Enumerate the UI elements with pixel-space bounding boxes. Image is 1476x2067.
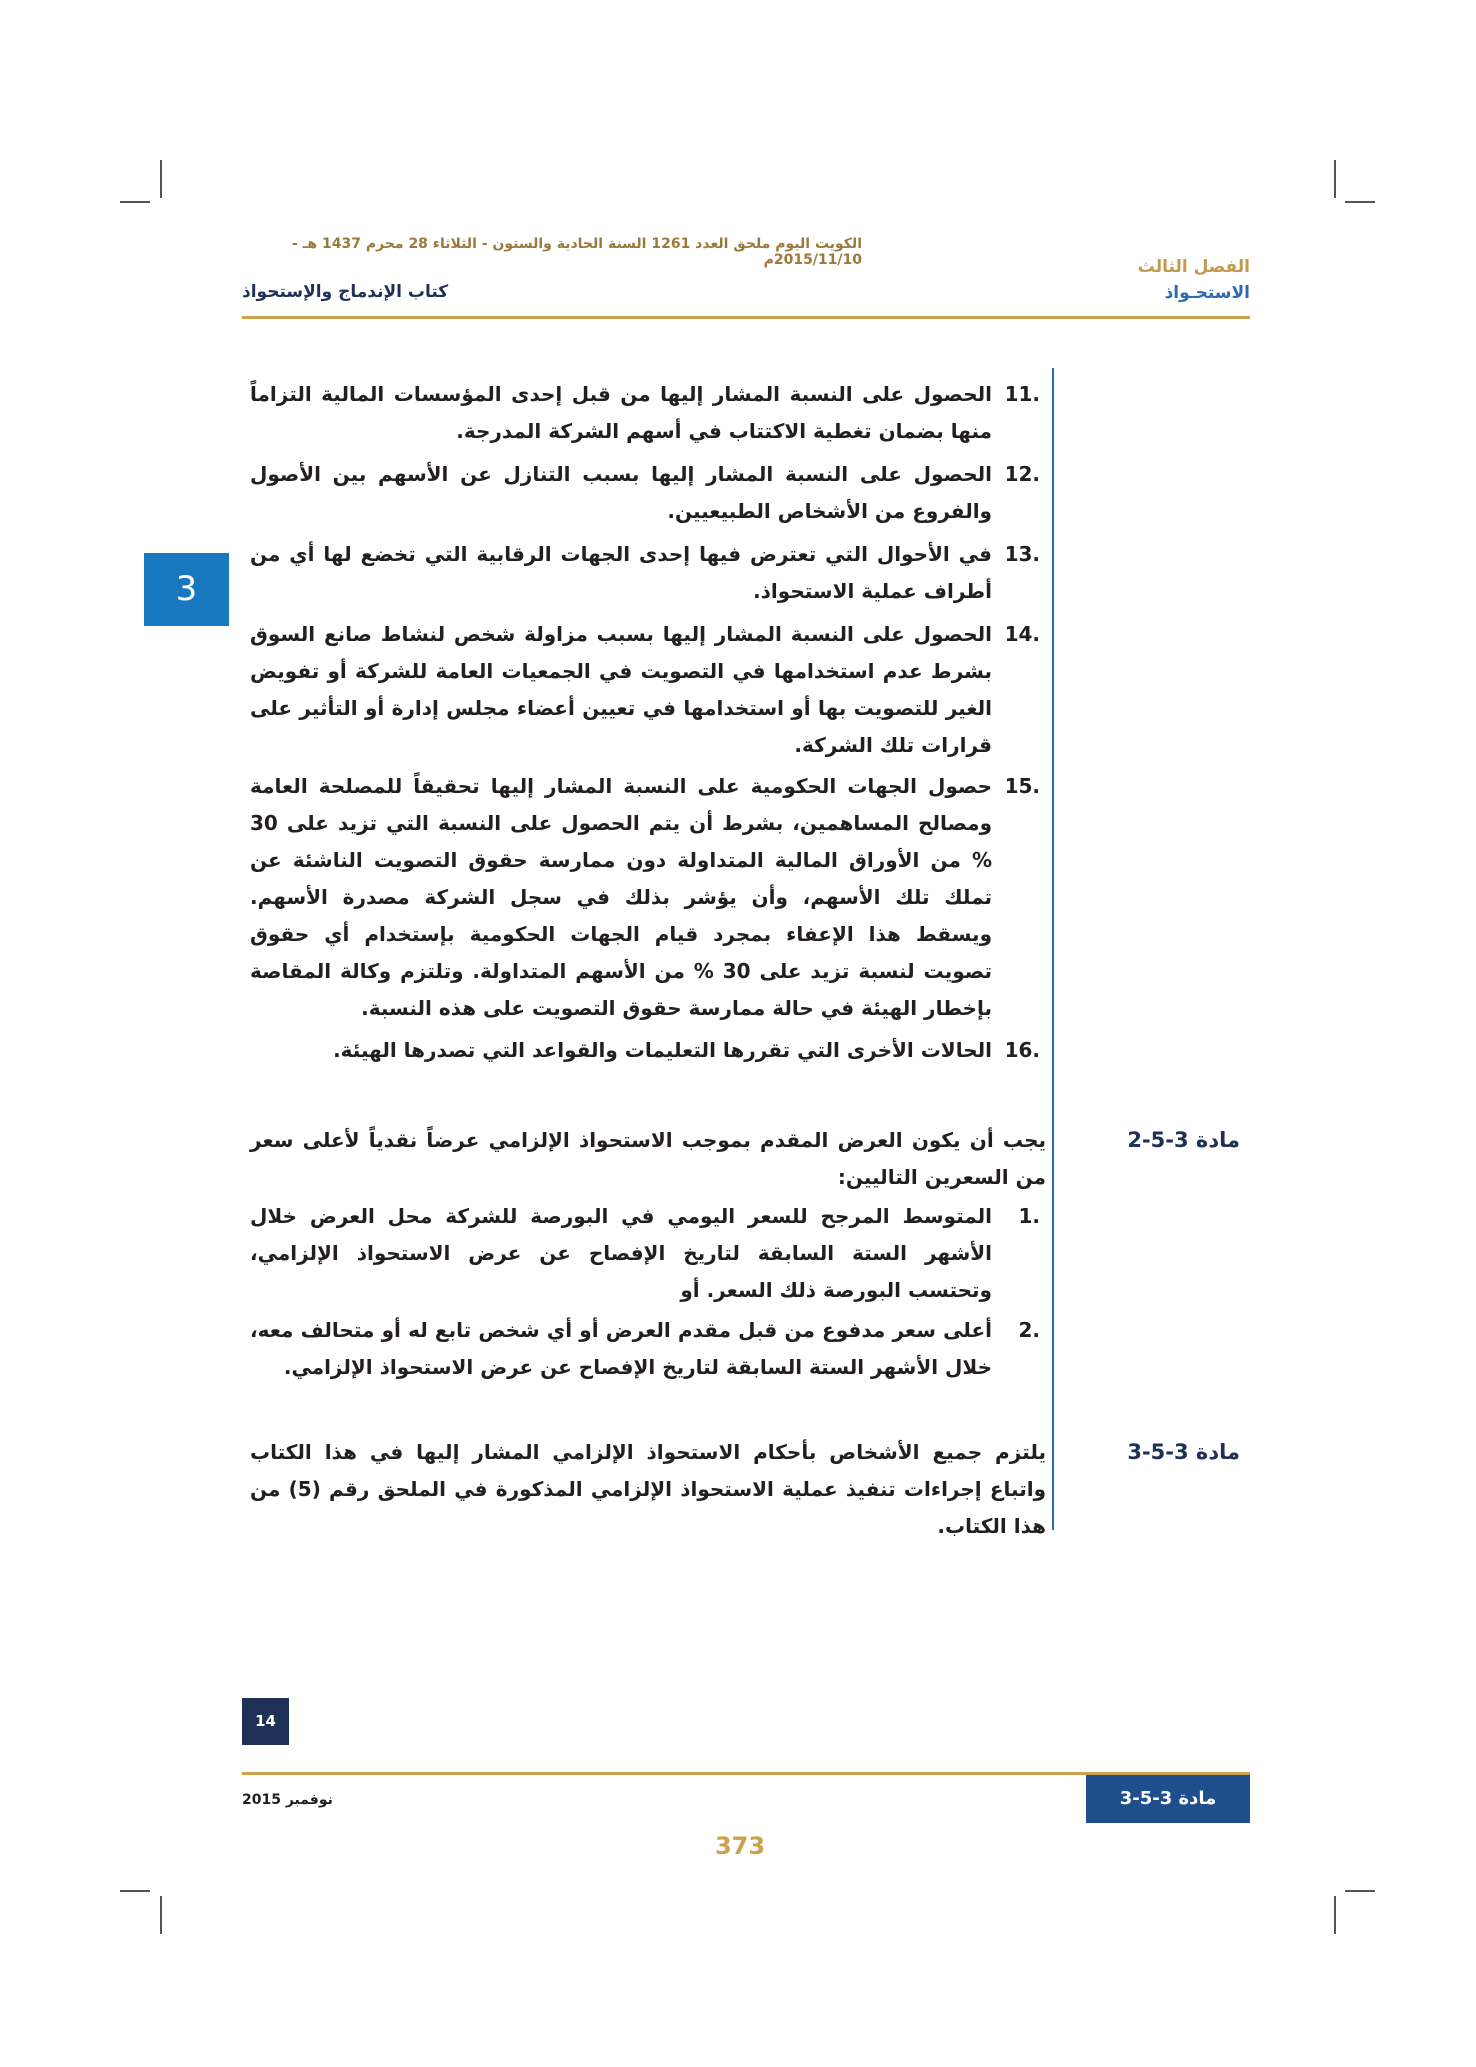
crop-mark [1334,160,1336,198]
list-item [250,1198,1040,1309]
content-divider [1052,368,1054,1530]
list-item-text: حصول الجهات الحكومية على النسبة المشار إليها تحقيقاً للمصلحة العامة ومصالح المساهمين، بشرط أن يتم الحصول على النسبة التي تزيد على 30 % من الأوراق المالية المتداولة دون ممارسة حقوق التصويت الناشئة عن تملك تلك الأسهم، وأن يؤشر بذلك في سجل الشركة مصدرة الأسهم. ويسقط هذا الإعفاء بمجرد قيام الجهات الحكومية بإستخدام أي حقوق تصويت لنسبة تزيد على 30 % من الأسهم المتداولة. وتلتزم وكالة المقاصة بإخطار الهيئة في حالة ممارسة حقوق التصويت على هذه النسبة. [250,774,992,1020]
list-item [250,536,1040,610]
list-item [250,1312,1040,1386]
chapter-heading [1090,254,1250,306]
chapter-subtitle: الاستحـواذ [1164,283,1250,303]
crop-mark [120,201,150,203]
list-item-text: الحصول على النسبة المشار إليها من قبل إحدى المؤسسات المالية التزاماً منها بضمان تغطية الاكتتاب في أسهم الشركة المدرجة. [250,382,992,443]
list-item-number: 14. [1004,622,1040,646]
list-item-number: 1. [1018,1204,1040,1228]
crop-mark [120,1890,150,1892]
crop-mark [160,160,162,198]
crop-mark [1345,201,1375,203]
footer-article-tab: مادة 3-5-3 [1086,1775,1250,1823]
list-item-number: 11. [1004,382,1040,406]
list-item-number: 16. [1004,1038,1040,1062]
chapter-title: الفصل الثالث [1137,257,1250,277]
list-item-text: أعلى سعر مدفوع من قبل مقدم العرض أو أي شخص تابع له أو متحالف معه، خلال الأشهر الستة السابقة لتاريخ الإفصاح عن عرض الاستحواذ الإلزامي. [250,1318,992,1379]
list-item [250,456,1040,530]
crop-mark [160,1896,162,1934]
footer-date: نوفمبر 2015 [242,1792,333,1808]
list-item-text: الحصول على النسبة المشار إليها بسبب مزاولة شخص لنشاط صانع السوق بشرط عدم استخدامها في التصويت في الجمعيات العامة للشركة أو تفويض الغير للتصويت بها أو استخدامها في تعيين أعضاء مجلس إدارة أو التأثير على قرارات تلك الشركة. [250,622,992,757]
list-item [250,768,1040,1027]
chapter-tab: 3 [144,553,229,626]
header-rule [242,316,1250,319]
gazette-page-number: 373 [714,1832,766,1860]
list-item [250,616,1040,764]
list-item-number: 2. [1018,1318,1040,1342]
crop-mark [1345,1890,1375,1892]
list-item-number: 12. [1004,462,1040,486]
list-item [250,1032,1040,1069]
list-item-number: 13. [1004,542,1040,566]
list-item-text: المتوسط المرجح للسعر اليومي في البورصة للشركة محل العرض خلال الأشهر الستة السابقة لتاريخ الإفصاح عن عرض الاستحواذ الإلزامي، وتحتسب البورصة ذلك السعر. أو [250,1204,992,1302]
book-title: كتاب الإندماج والإستحواذ [242,282,449,302]
article-body: يجب أن يكون العرض المقدم بموجب الاستحواذ الإلزامي عرضاً نقدياً لأعلى سعر من السعرين التاليين: [250,1128,1046,1189]
article-label: مادة 3-5-2 [1127,1128,1240,1152]
article-label: مادة 3-5-3 [1127,1440,1240,1464]
list-item-text: في الأحوال التي تعترض فيها إحدى الجهات الرقابية التي تخضع لها أي من أطراف عملية الاستحواذ. [250,542,992,603]
gazette-header-line: الكويت اليوم ملحق العدد 1261 السنة الحادية والستون - الثلاثاء 28 محرم 1437 هـ - 2015/11/10م [291,236,862,268]
list-item-text: الحصول على النسبة المشار إليها بسبب التنازل عن الأسهم بين الأصول والفروع من الأشخاص الطبيعيين. [250,462,992,523]
list-item-number: 15. [1004,774,1040,798]
page-number: 14 [242,1698,289,1745]
article-body: يلتزم جميع الأشخاص بأحكام الاستحواذ الإلزامي المشار إليها في هذا الكتاب واتباع إجراءات تنفيذ عملية الاستحواذ الإلزامي المذكورة في الملحق رقم (5) من هذا الكتاب. [250,1440,1047,1538]
list-item-text: الحالات الأخرى التي تقررها التعليمات والقواعد التي تصدرها الهيئة. [333,1038,992,1062]
crop-mark [1334,1896,1336,1934]
list-item [250,376,1040,450]
